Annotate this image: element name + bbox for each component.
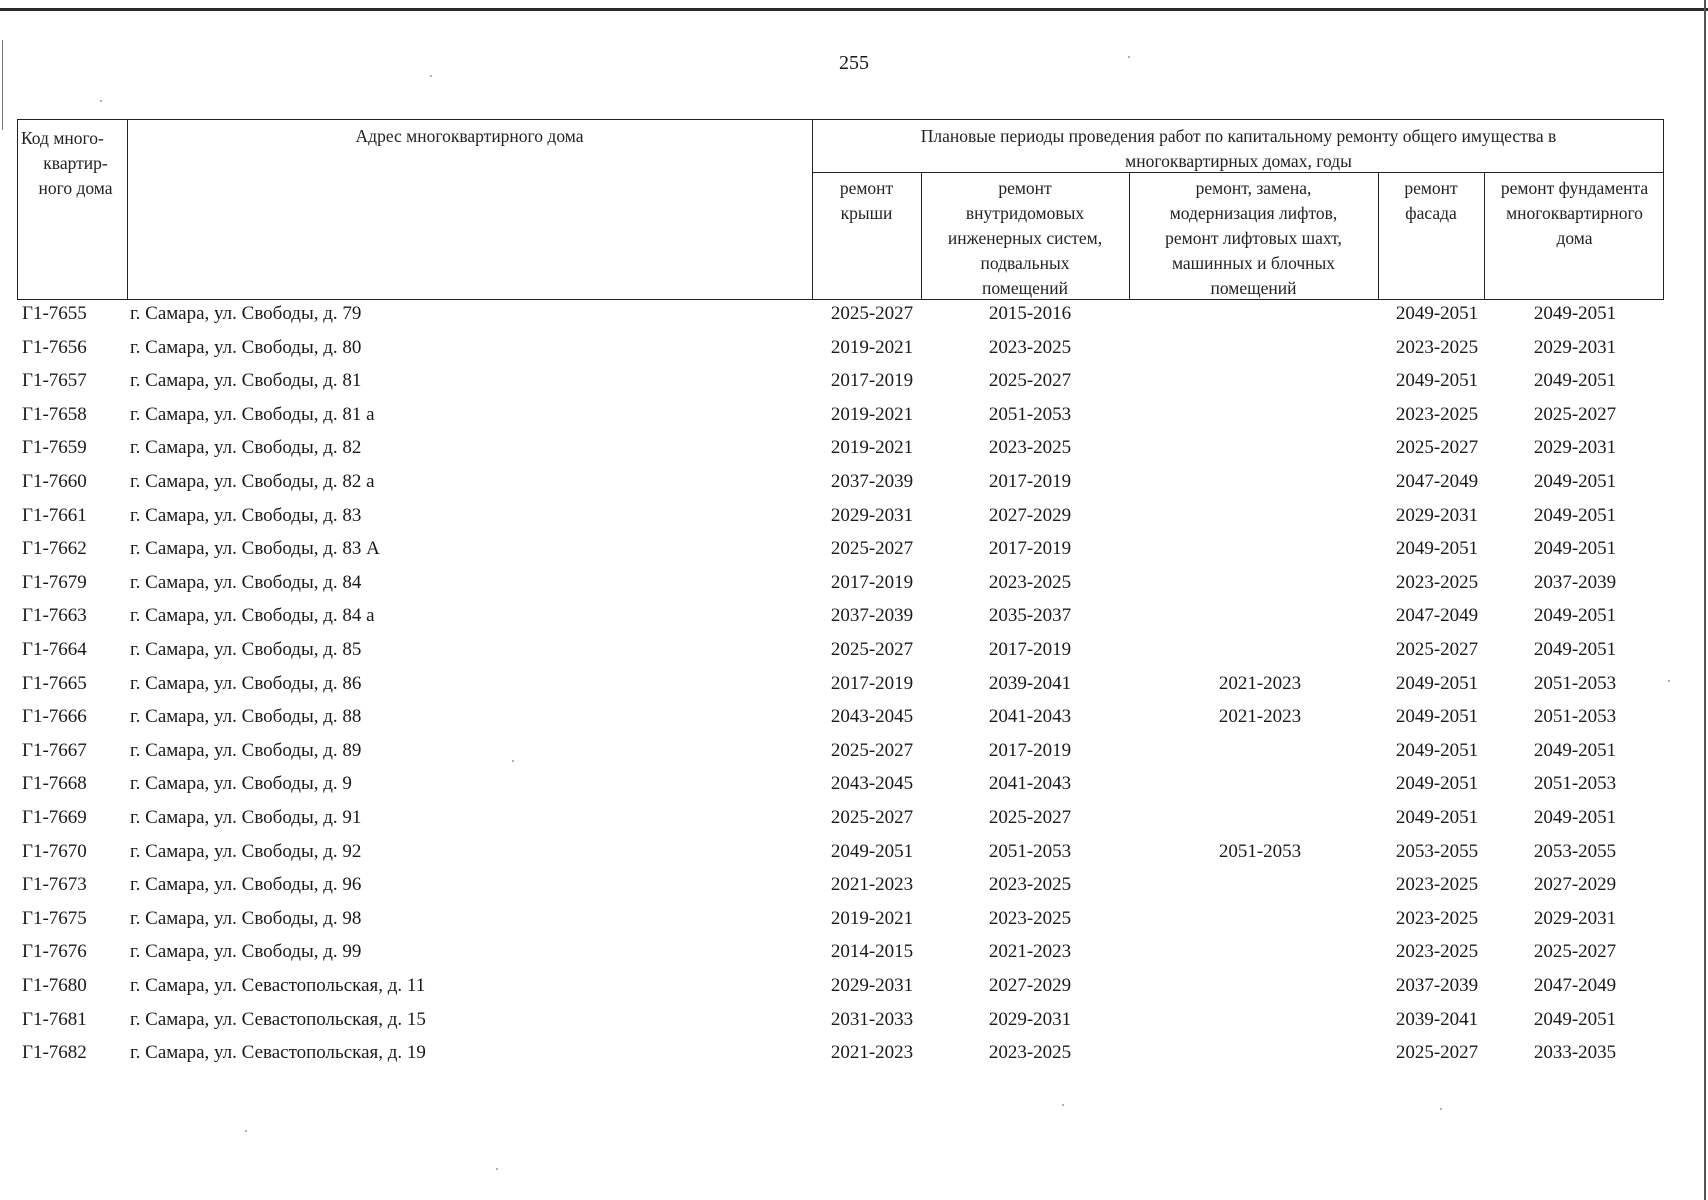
row-foundation-period: 2049-2051 <box>1533 504 1617 526</box>
row-code: Г1-7668 <box>22 773 87 795</box>
row-address: г. Самара, ул. Свободы, д. 99 <box>130 941 362 963</box>
table-row <box>0 841 1708 874</box>
page-number: 255 <box>839 52 869 74</box>
row-foundation-period: 2051-2053 <box>1533 773 1617 795</box>
row-address: г. Самара, ул. Свободы, д. 82 а <box>130 471 375 492</box>
row-foundation-period: 2051-2053 <box>1533 672 1617 694</box>
row-facade-period: 2047-2049 <box>1395 471 1479 492</box>
row-systems-period: 2017-2019 <box>988 639 1072 660</box>
row-code: Г1-7666 <box>22 706 87 728</box>
scan-speck <box>100 100 102 102</box>
row-foundation-period: 2049-2051 <box>1533 538 1617 560</box>
table-row <box>0 471 1708 504</box>
row-address: г. Самара, ул. Свободы, д. 96 <box>130 874 362 896</box>
table-row <box>0 538 1708 571</box>
row-address: г. Самара, ул. Свободы, д. 80 <box>130 336 362 358</box>
row-code: Г1-7660 <box>22 471 87 492</box>
row-address: г. Самара, ул. Свободы, д. 84 а <box>130 605 375 627</box>
row-roof-period: 2031-2033 <box>830 1008 914 1030</box>
row-facade-period: 2049-2051 <box>1395 672 1479 694</box>
row-foundation-period: 2029-2031 <box>1533 907 1617 929</box>
table-row <box>0 1009 1708 1042</box>
row-systems-period: 2025-2027 <box>988 807 1072 828</box>
table-row <box>0 639 1708 672</box>
row-code: Г1-7675 <box>22 907 87 929</box>
header-foundation-line: дома <box>1556 228 1593 248</box>
row-roof-period: 2019-2021 <box>830 403 914 425</box>
header-code-line: ного дома <box>38 178 113 198</box>
row-facade-period: 2023-2025 <box>1395 941 1479 963</box>
row-foundation-period: 2049-2051 <box>1533 739 1617 761</box>
row-code: Г1-7656 <box>22 336 87 358</box>
row-foundation-period: 2037-2039 <box>1533 571 1617 593</box>
row-roof-period: 2021-2023 <box>830 874 914 896</box>
row-address: г. Самара, ул. Свободы, д. 81 <box>130 370 362 392</box>
table-row <box>0 370 1708 403</box>
header-systems-line: внутридомовых <box>965 203 1085 223</box>
row-address: г. Самара, ул. Свободы, д. 88 <box>130 706 362 728</box>
scan-speck <box>430 75 432 77</box>
row-roof-period: 2025-2027 <box>830 639 914 660</box>
row-lifts-period: 2021-2023 <box>1218 672 1302 694</box>
row-foundation-period: 2049-2051 <box>1533 370 1617 392</box>
row-code: Г1-7681 <box>22 1008 87 1030</box>
row-address: г. Самара, ул. Севастопольская, д. 15 <box>130 1008 426 1030</box>
row-facade-period: 2023-2025 <box>1395 907 1479 929</box>
row-address: г. Самара, ул. Свободы, д. 83 <box>130 504 362 526</box>
scan-speck <box>1062 1104 1064 1106</box>
row-facade-period: 2023-2025 <box>1395 336 1479 358</box>
row-systems-period: 2023-2025 <box>988 1042 1072 1064</box>
row-code: Г1-7669 <box>22 807 87 828</box>
row-code: Г1-7661 <box>22 504 87 526</box>
table-row <box>0 706 1708 739</box>
scan-speck <box>1668 680 1670 682</box>
row-code: Г1-7665 <box>22 672 87 694</box>
table-row <box>0 303 1708 336</box>
row-systems-period: 2027-2029 <box>988 504 1072 526</box>
header-address: Адрес многоквартирного дома <box>355 126 584 146</box>
header-periods-line: многоквартирных домах, годы <box>1125 151 1352 171</box>
row-foundation-period: 2025-2027 <box>1533 941 1617 963</box>
row-address: г. Самара, ул. Свободы, д. 79 <box>130 303 362 324</box>
header-foundation-line: ремонт фундамента <box>1500 178 1649 198</box>
row-facade-period: 2025-2027 <box>1395 1042 1479 1064</box>
row-systems-period: 2023-2025 <box>988 874 1072 896</box>
row-foundation-period: 2049-2051 <box>1533 807 1617 828</box>
row-code: Г1-7667 <box>22 739 87 761</box>
table-row <box>0 941 1708 974</box>
row-facade-period: 2049-2051 <box>1395 773 1479 795</box>
row-address: г. Самара, ул. Свободы, д. 91 <box>130 807 362 828</box>
row-facade-period: 2053-2055 <box>1395 840 1479 862</box>
row-code: Г1-7662 <box>22 538 87 560</box>
row-roof-period: 2043-2045 <box>830 773 914 795</box>
row-address: г. Самара, ул. Свободы, д. 85 <box>130 639 362 660</box>
row-code: Г1-7670 <box>22 840 87 862</box>
row-code: Г1-7655 <box>22 303 87 324</box>
row-code: Г1-7664 <box>22 639 87 660</box>
row-foundation-period: 2051-2053 <box>1533 706 1617 728</box>
header-code-line: квартир- <box>43 153 108 173</box>
scan-speck <box>1440 1108 1442 1110</box>
row-address: г. Самара, ул. Свободы, д. 83 А <box>130 538 380 560</box>
header-code-line: Код много- <box>21 128 104 148</box>
row-code: Г1-7682 <box>22 1042 87 1064</box>
row-roof-period: 2037-2039 <box>830 605 914 627</box>
header-lifts-line: ремонт лифтовых шахт, <box>1165 228 1342 248</box>
row-systems-period: 2051-2053 <box>988 403 1072 425</box>
row-systems-period: 2017-2019 <box>988 471 1072 492</box>
row-roof-period: 2025-2027 <box>830 538 914 560</box>
header-lifts-line: ремонт, замена, <box>1195 178 1312 198</box>
table-row <box>0 505 1708 538</box>
header-roof-line: крыши <box>840 203 893 223</box>
header-facade-line: ремонт <box>1404 178 1458 198</box>
row-address: г. Самара, ул. Свободы, д. 84 <box>130 571 362 593</box>
row-address: г. Самара, ул. Свободы, д. 82 <box>130 437 362 459</box>
row-systems-period: 2041-2043 <box>988 706 1072 728</box>
row-systems-period: 2041-2043 <box>988 773 1072 795</box>
row-roof-period: 2029-2031 <box>830 504 914 526</box>
scan-speck <box>512 760 514 762</box>
row-foundation-period: 2033-2035 <box>1533 1042 1617 1064</box>
row-systems-period: 2017-2019 <box>988 739 1072 761</box>
table-row <box>0 975 1708 1008</box>
row-systems-period: 2023-2025 <box>988 907 1072 929</box>
row-roof-period: 2029-2031 <box>830 975 914 996</box>
row-foundation-period: 2049-2051 <box>1533 1008 1617 1030</box>
row-code: Г1-7658 <box>22 403 87 425</box>
row-foundation-period: 2047-2049 <box>1533 975 1617 996</box>
row-address: г. Самара, ул. Свободы, д. 89 <box>130 739 362 761</box>
table-row <box>0 673 1708 706</box>
row-systems-period: 2023-2025 <box>988 571 1072 593</box>
header-periods-line: Плановые периоды проведения работ по капитальному ремонту общего имущества в <box>920 126 1557 146</box>
header-systems-line: ремонт <box>998 178 1052 198</box>
row-facade-period: 2029-2031 <box>1395 504 1479 526</box>
scan-speck <box>245 1130 247 1132</box>
row-facade-period: 2023-2025 <box>1395 874 1479 896</box>
row-systems-period: 2027-2029 <box>988 975 1072 996</box>
row-roof-period: 2019-2021 <box>830 907 914 929</box>
row-systems-period: 2023-2025 <box>988 336 1072 358</box>
table-row <box>0 605 1708 638</box>
row-foundation-period: 2049-2051 <box>1533 303 1617 324</box>
table-row <box>0 1042 1708 1075</box>
row-lifts-period: 2051-2053 <box>1218 840 1302 862</box>
table-row <box>0 437 1708 470</box>
row-roof-period: 2025-2027 <box>830 303 914 324</box>
row-facade-period: 2023-2025 <box>1395 571 1479 593</box>
row-roof-period: 2049-2051 <box>830 840 914 862</box>
row-code: Г1-7680 <box>22 975 87 996</box>
row-facade-period: 2025-2027 <box>1395 639 1479 660</box>
row-roof-period: 2017-2019 <box>830 672 914 694</box>
row-facade-period: 2037-2039 <box>1395 975 1479 996</box>
row-systems-period: 2039-2041 <box>988 672 1072 694</box>
row-systems-period: 2021-2023 <box>988 941 1072 963</box>
row-systems-period: 2017-2019 <box>988 538 1072 560</box>
table-row <box>0 337 1708 370</box>
row-address: г. Самара, ул. Свободы, д. 81 а <box>130 403 375 425</box>
row-foundation-period: 2049-2051 <box>1533 639 1617 660</box>
row-lifts-period: 2021-2023 <box>1218 706 1302 728</box>
row-foundation-period: 2053-2055 <box>1533 840 1617 862</box>
row-foundation-period: 2029-2031 <box>1533 437 1617 459</box>
header-systems-line: инженерных систем, <box>947 228 1103 248</box>
row-facade-period: 2049-2051 <box>1395 807 1479 828</box>
row-systems-period: 2051-2053 <box>988 840 1072 862</box>
row-roof-period: 2017-2019 <box>830 370 914 392</box>
table-row <box>0 740 1708 773</box>
row-roof-period: 2014-2015 <box>830 941 914 963</box>
header-roof-line: ремонт <box>839 178 894 198</box>
table-row <box>0 773 1708 806</box>
row-address: г. Самара, ул. Севастопольская, д. 11 <box>130 975 426 996</box>
row-facade-period: 2049-2051 <box>1395 739 1479 761</box>
header-lifts-line: машинных и блочных <box>1171 253 1336 273</box>
row-code: Г1-7676 <box>22 941 87 963</box>
row-code: Г1-7679 <box>22 571 87 593</box>
row-facade-period: 2049-2051 <box>1395 303 1479 324</box>
table-row <box>0 404 1708 437</box>
header-foundation-line: многоквартирного <box>1506 203 1643 223</box>
header-systems-line: подвальных <box>980 253 1070 273</box>
row-foundation-period: 2049-2051 <box>1533 605 1617 627</box>
row-systems-period: 2035-2037 <box>988 605 1072 627</box>
row-address: г. Самара, ул. Севастопольская, д. 19 <box>130 1042 426 1064</box>
row-facade-period: 2039-2041 <box>1395 1008 1479 1030</box>
row-roof-period: 2017-2019 <box>830 571 914 593</box>
row-code: Г1-7673 <box>22 874 87 896</box>
table-row <box>0 807 1708 840</box>
row-foundation-period: 2049-2051 <box>1533 471 1617 492</box>
table-row <box>0 874 1708 907</box>
row-facade-period: 2047-2049 <box>1395 605 1479 627</box>
row-foundation-period: 2029-2031 <box>1533 336 1617 358</box>
scan-speck <box>1128 56 1130 58</box>
row-roof-period: 2037-2039 <box>830 471 914 492</box>
row-foundation-period: 2027-2029 <box>1533 874 1617 896</box>
row-facade-period: 2049-2051 <box>1395 538 1479 560</box>
table-row <box>0 908 1708 941</box>
row-code: Г1-7663 <box>22 605 87 627</box>
row-facade-period: 2049-2051 <box>1395 370 1479 392</box>
row-code: Г1-7657 <box>22 370 87 392</box>
row-systems-period: 2029-2031 <box>988 1008 1072 1030</box>
row-roof-period: 2019-2021 <box>830 437 914 459</box>
row-roof-period: 2019-2021 <box>830 336 914 358</box>
row-roof-period: 2025-2027 <box>830 807 914 828</box>
row-foundation-period: 2025-2027 <box>1533 403 1617 425</box>
row-address: г. Самара, ул. Свободы, д. 98 <box>130 907 362 929</box>
scan-speck <box>496 1168 498 1170</box>
row-roof-period: 2043-2045 <box>830 706 914 728</box>
header-lifts-line: помещений <box>1210 278 1297 298</box>
row-address: г. Самара, ул. Свободы, д. 92 <box>130 840 362 862</box>
row-code: Г1-7659 <box>22 437 87 459</box>
header-systems-line: помещений <box>982 278 1068 298</box>
row-facade-period: 2023-2025 <box>1395 403 1479 425</box>
row-roof-period: 2025-2027 <box>830 739 914 761</box>
row-systems-period: 2025-2027 <box>988 370 1072 392</box>
row-address: г. Самара, ул. Свободы, д. 86 <box>130 672 362 694</box>
header-lifts-line: модернизация лифтов, <box>1169 203 1338 223</box>
row-address: г. Самара, ул. Свободы, д. 9 <box>130 773 352 795</box>
table-row <box>0 572 1708 605</box>
row-systems-period: 2023-2025 <box>988 437 1072 459</box>
row-facade-period: 2025-2027 <box>1395 437 1479 459</box>
row-facade-period: 2049-2051 <box>1395 706 1479 728</box>
row-systems-period: 2015-2016 <box>988 303 1072 324</box>
header-facade-line: фасада <box>1405 203 1457 223</box>
row-roof-period: 2021-2023 <box>830 1042 914 1064</box>
